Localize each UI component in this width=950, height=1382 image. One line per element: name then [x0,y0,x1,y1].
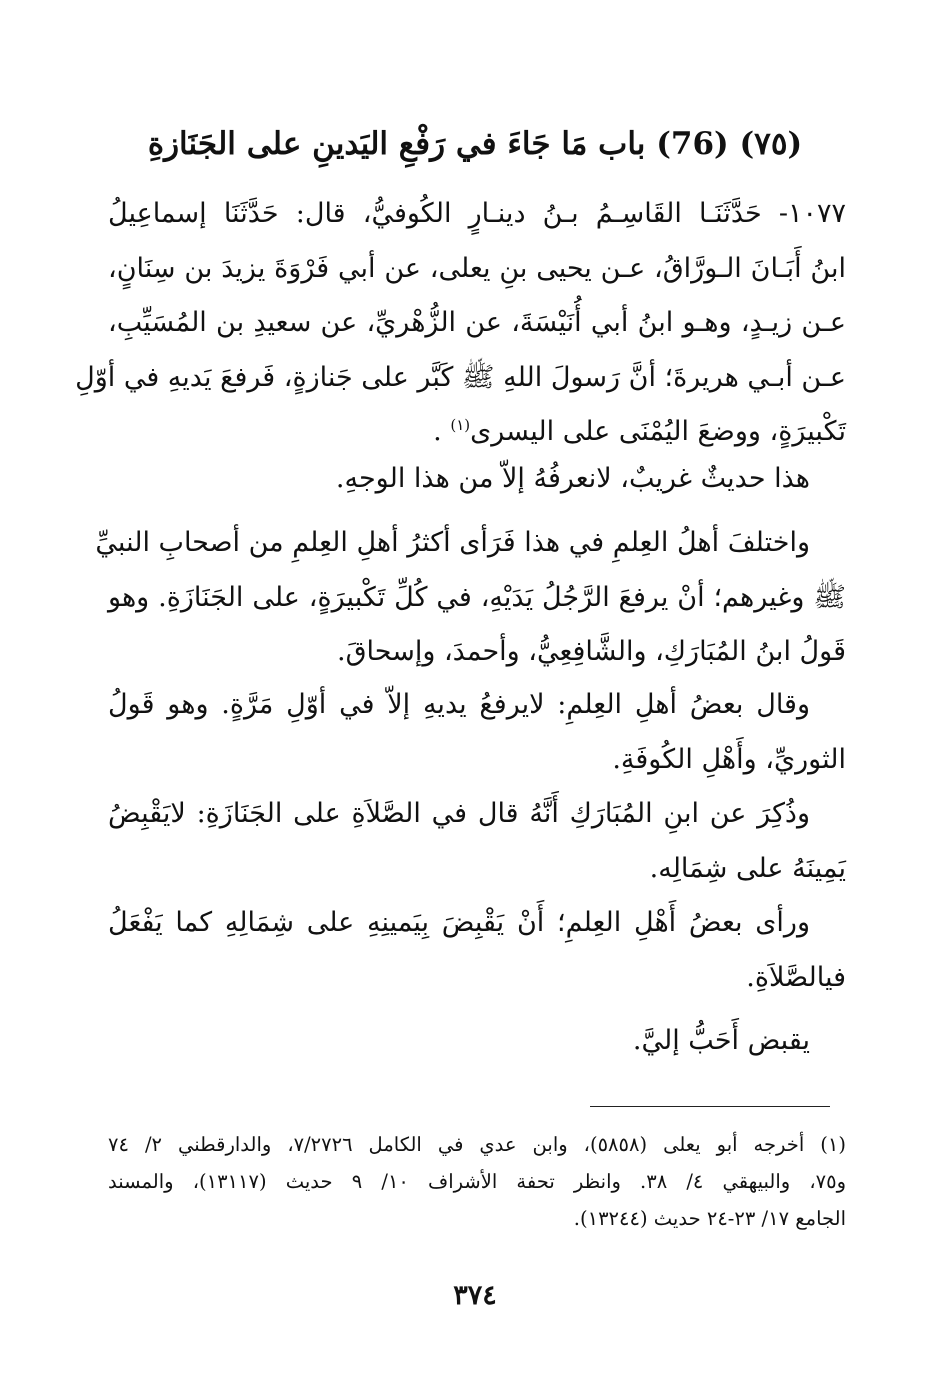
footnote-separator [590,1106,830,1107]
text-line: واختلفَ أهلُ العِلمِ في هذا فَرَأى أكثرُ أهلِ العِلمِ من أصحابِ النبيِّ [95,527,810,558]
text-line: ١٠٧٧- حَدَّثَنَـا القَاسِـمُ بـنُ دينـارٍ الكُوفيُّ، قال: حَدَّثَنَا إسماعِيلُ [108,198,846,229]
grading-paragraph [108,452,846,507]
text-line: قَولُ ابنُ المُبَارَكِ، والشَّافِعِيُّ، وأحمدَ، وإسحاقَ. [337,636,846,667]
hadith-last-line: تَكْبيرَةٍ، ووضعَ اليُمْنَى على اليسرى [470,416,846,447]
page-number: ٣٧٤ [453,1280,497,1311]
text-line: عـن زيـدٍ، وهـو ابنُ أبي أُنَيْسَةَ، عن الزُّهْريِّ، عن سعيدِ بن المُسَيِّبِ، [108,307,846,338]
footnote-line: و٧٥، والبيهقي ٤/ ٣٨. وانظر تحفة الأشراف ١٠/ ٩ حديث (١٣١١٧)، والمسند [108,1170,846,1193]
text-line: ابنُ أَبَـانَ الـورَّاقُ، عـن يحيى بنِ يعلى، عن أبي فَرْوَةَ يزيدَ بن سِنَانٍ، [108,252,846,284]
line-end-mark: . [433,416,451,447]
text-line: يقبض أَحَبُّ إليَّ. [632,1025,810,1056]
text-line: ورأى بعضُ أَهْلِ العِلمِ؛ أَنْ يَقْبِضَ بِيَمينِهِ على شِمَالِهِ كما يَفْعَلُ [108,907,810,938]
text-line: عـن أبـي هريرةَ؛ أنَّ رَسولَ اللهِ ﷺ كَبَّر على جَنازةٍ، فَرفعَ يَديهِ في أوّلِ [75,361,846,393]
text-line: الثوريِّ، وأَهْلِ الكُوفَةِ. [612,743,846,775]
footnote [108,1126,846,1237]
text-line: هذا حديثٌ غريبٌ، لانعرفُهُ إلاّ من هذا الوجهِ. [335,463,810,494]
text-line: يَمِينَهُ على شِمَالِه. [649,852,846,884]
scholars-paragraph [95,516,846,680]
text-line: ﷺ وغيرهم؛ أنْ يرفعَ الرَّجُلُ يَدَيْهِ، في كُلِّ تَكْبيرَةٍ، على الجَنَازَةِ. وهو [108,581,846,613]
preference-paragraph [108,1014,846,1069]
footnote-line: (١) أخرجه أبو يعلى (٥٨٥٨)، وابن عدي في الكامل ٧/٢٧٢٦، والدارقطني ٢/ ٧٤ [108,1133,846,1156]
hadith-paragraph [75,187,846,460]
footnote-reference: (١) [450,416,471,434]
chapter-title: (٧٥) (76) باب مَا جَاءَ في رَفْعِ اليَدينِ على الجَنَازةِ [147,126,803,162]
opinion-paragraph [108,678,846,787]
text-line: وذُكِرَ عن ابنِ المُبَارَكِ أَنَّهُ قال في الصَّلاَةِ على الجَنَازَةِ: لايَقْبِضُ [108,798,810,829]
text-line: فيالصَّلاَةِ. [746,961,846,993]
text-line: وقال بعضُ أهلِ العِلمِ: لايرفعُ يديهِ إلاّ في أوّلِ مَرَّةٍ. وهو قَولُ [108,689,810,720]
practice-paragraph [108,896,846,1005]
footnote-line: الجامع ١٧/ ٢٣-٢٤ حديث (١٣٢٤٤). [573,1207,846,1230]
narration-paragraph [108,787,846,896]
